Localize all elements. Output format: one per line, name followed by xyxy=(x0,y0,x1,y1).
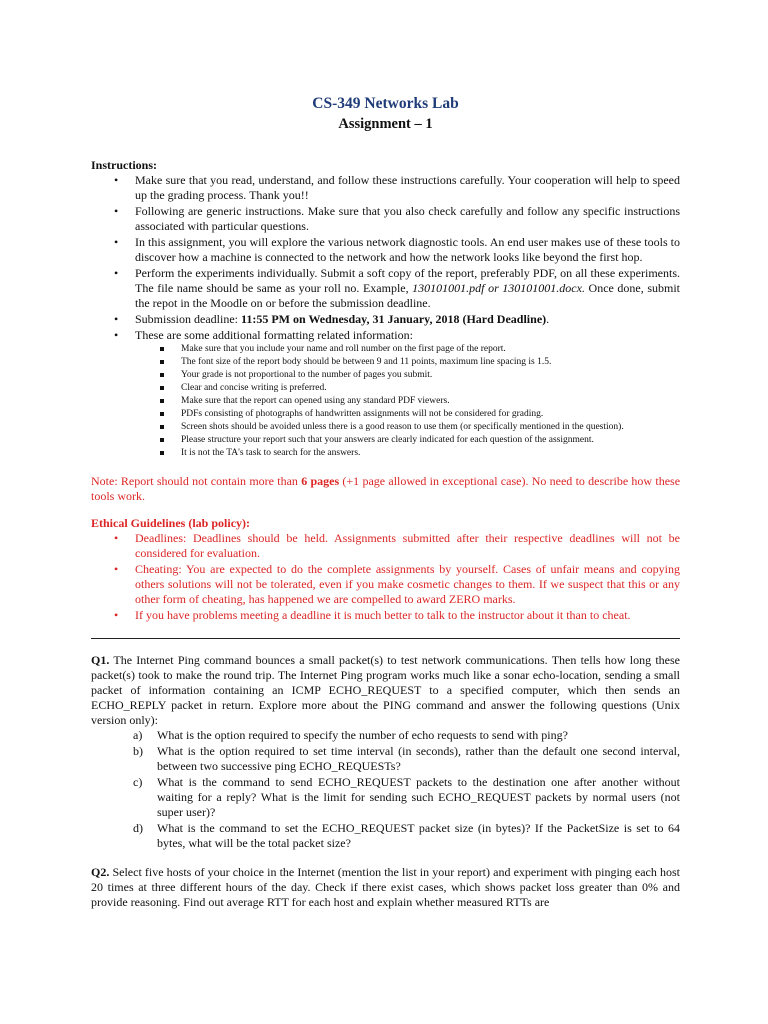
page-subtitle: Assignment – 1 xyxy=(338,116,433,132)
question-1 xyxy=(91,653,680,851)
instruction-text: Once done, submit the repot in the Moodle on or before the submission deadline. xyxy=(135,281,680,310)
q1-part xyxy=(133,821,680,851)
formatting-item: PDFs consisting of photographs of handwritten assignments will not be considered for grading. xyxy=(181,408,680,421)
q1-part xyxy=(133,744,680,774)
formatting-item: Clear and concise writing is preferred. xyxy=(181,382,680,395)
formatting-item: Make sure that the report can opened using any standard PDF viewers. xyxy=(181,395,680,408)
q2-label: Q2. xyxy=(91,865,110,879)
part-text: What is the option required to specify the number of echo requests to send with ping? xyxy=(157,728,568,742)
instruction-text: Perform the experiments individually. Submit a soft copy of the report, preferably PDF, on all these experiments. The file name should be same as your roll no. Example, xyxy=(135,266,680,295)
section-divider xyxy=(91,638,680,639)
deadline-label: Submission deadline: xyxy=(135,312,241,326)
deadline-end: . xyxy=(546,312,550,326)
formatting-item: The font size of the report body should be between 9 and 11 points, maximum line spacing is 1.5. xyxy=(181,356,680,369)
filename-example: 130101001.pdf or 130101001.docx. xyxy=(412,281,585,295)
ethics-item: • Deadlines: Deadlines should be held. Assignments submitted after their respective deadlines will not be considered for evaluation. xyxy=(135,531,680,561)
part-text: What is the command to send ECHO_REQUEST packets to the destination one after another without waiting for a reply? What is the limit for sending such ECHO_REQUEST packets by normal users (not super user)? xyxy=(157,775,680,819)
formatting-list xyxy=(135,343,680,460)
formatting-item: It is not the TA's task to search for the answers. xyxy=(181,447,680,460)
ethics-section xyxy=(91,516,680,623)
formatting-intro: These are some additional formatting related information: xyxy=(135,328,413,342)
part-text: What is the command to set the ECHO_REQUEST packet size (in bytes)? If the PacketSize is set to 64 bytes, what will be the total packet size? xyxy=(157,821,680,850)
part-marker: c) xyxy=(133,775,143,789)
formatting-item: Please structure your report such that your answers are clearly indicated for each question of the assignment. xyxy=(181,434,680,447)
instruction-item: • Following are generic instructions. Make sure that you also check carefully and follow any specific instructions associated with particular questions. xyxy=(135,204,680,234)
q1-label: Q1. xyxy=(91,653,110,667)
instructions-heading: Instructions: xyxy=(91,158,158,172)
part-marker: b) xyxy=(133,744,143,758)
part-text: What is the option required to set time interval (in seconds), rather than the default one second interval, between two successive ping ECHO_REQUESTs? xyxy=(157,744,680,773)
ethics-list xyxy=(91,531,680,623)
instruction-item-deadline xyxy=(135,312,680,327)
ethics-heading: Ethical Guidelines (lab policy): xyxy=(91,516,251,530)
instruction-item: • In this assignment, you will explore the various network diagnostic tools. An end user makes use of these tools to discover how a machine is connected to the network and how the network looks like beyond the first hop. xyxy=(135,235,680,265)
instruction-item: • Make sure that you read, understand, and follow these instructions carefully. Your cooperation will help to speed up the grading process. Thank you!! xyxy=(135,173,680,203)
note-bold: 6 pages xyxy=(301,474,340,488)
formatting-item: Screen shots should be avoided unless there is a good reason to use them (or specifically mentioned in the question). xyxy=(181,421,680,434)
q1-text xyxy=(91,653,680,728)
formatting-item: Make sure that you include your name and roll number on the first page of the report. xyxy=(181,343,680,356)
instruction-item xyxy=(135,266,680,311)
q1-body: The Internet Ping command bounces a small packet(s) to test network communications. Then tells how long these packet(s) took to make the round trip. The Internet Ping program works much like a sonar echo-location, sending a small packet of information containing an ICMP ECHO_REQUEST to a specified computer, which then sends an ECHO_REPLY packet in return. Explore more about the PING command and answer the following questions (Unix version only): xyxy=(91,653,680,727)
page-limit-note xyxy=(91,474,680,504)
page-title: CS-349 Networks Lab xyxy=(312,95,459,112)
note-text: Note: Report should not contain more than xyxy=(91,474,302,488)
ethics-item: • If you have problems meeting a deadline it is much better to talk to the instructor about it than to cheat. xyxy=(135,608,680,623)
question-2 xyxy=(91,865,680,910)
ethics-item: • Cheating: You are expected to do the complete assignments by yourself. Cases of unfair means and copying others solutions will not be tolerated, even if you make cosmetic changes to them. If we suspect that this or any other form of cheating, has happened we are compelled to award ZERO marks. xyxy=(135,562,680,607)
instructions-section xyxy=(91,158,680,460)
instruction-item-formatting xyxy=(135,328,680,460)
part-marker: a) xyxy=(133,728,143,742)
part-marker: d) xyxy=(133,821,143,835)
formatting-item: Your grade is not proportional to the number of pages you submit. xyxy=(181,369,680,382)
instructions-list xyxy=(91,173,680,460)
q1-part xyxy=(133,728,680,743)
q1-part xyxy=(133,775,680,820)
q1-parts xyxy=(91,728,680,851)
q2-text xyxy=(91,865,680,910)
note-text: (+1 page allowed in exceptional case). No need to describe how these tools work. xyxy=(91,474,681,503)
deadline-value: 11:55 PM on Wednesday, 31 January, 2018 (Hard Deadline) xyxy=(241,312,547,326)
q2-body: Select five hosts of your choice in the Internet (mention the list in your report) and experiment with pinging each host 20 times at three different hours of the day. Check if there exist cases, which shows packet loss greater than 0% and provide reasoning. Find out average RTT for each host and explain whether measured RTTs are xyxy=(91,865,680,909)
